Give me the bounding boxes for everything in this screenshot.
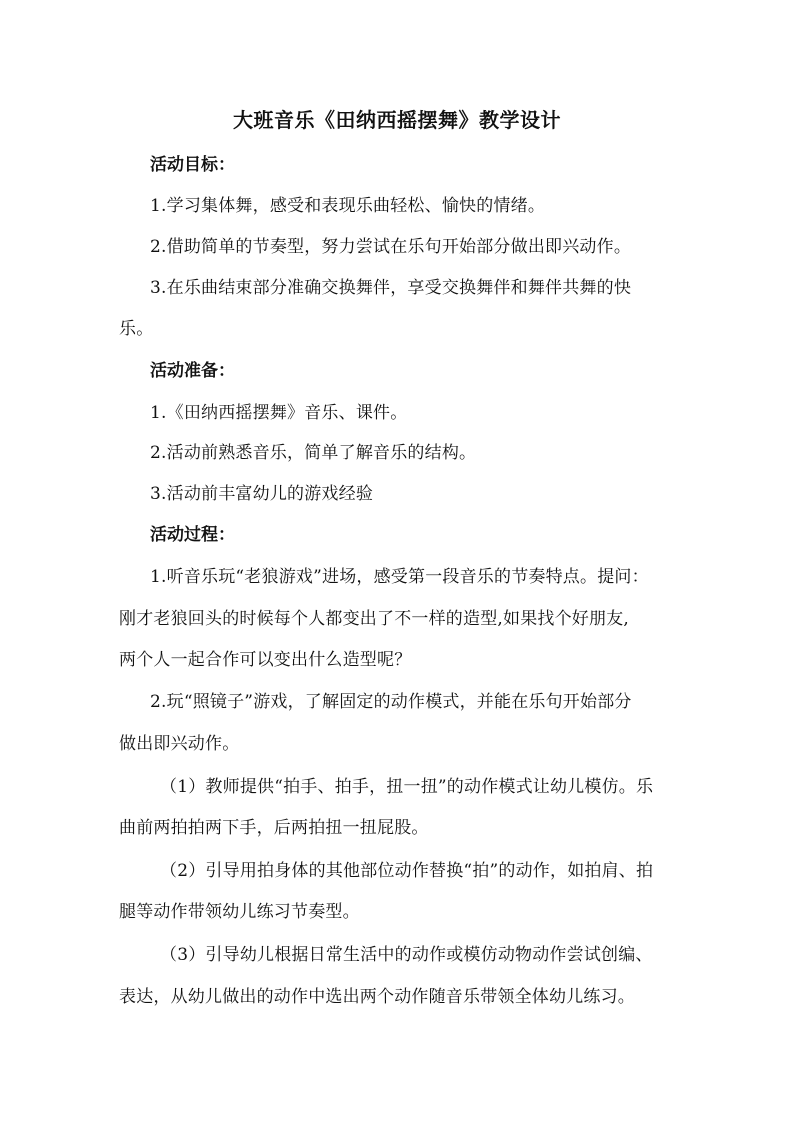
goals-heading: 活动目标： [150, 155, 235, 175]
goal-item-1: 1.学习集体舞，感受和表现乐曲轻松、愉快的情绪。 [150, 196, 546, 216]
goal-item-2: 2.借助简单的节奏型，努力尝试在乐句开始部分做出即兴动作。 [150, 237, 632, 257]
process-line-5: 做出即兴动作。 [119, 734, 240, 754]
process-line-1: 1.听音乐玩“老狼游戏”进场，感受第一段音乐的节奏特点。提问： [150, 567, 649, 587]
process-line-7: 曲前两拍拍两下手，后两拍扭一扭屁股。 [119, 818, 429, 838]
process-line-3: 两个人一起合作可以变出什么造型呢？ [119, 650, 412, 670]
goal-item-3: 3.在乐曲结束部分准确交换舞伴，享受交换舞伴和舞伴共舞的快 [150, 278, 632, 298]
process-line-4: 2.玩“照镜子”游戏，了解固定的动作模式，并能在乐句开始部分 [150, 692, 632, 712]
prep-item-3: 3.活动前丰富幼儿的游戏经验 [150, 484, 374, 504]
process-line-10: （3）引导幼儿根据日常生活中的动作或模仿动物动作尝试创编、 [160, 945, 653, 965]
process-line-2: 刚才老狼回头的时候每个人都变出了不一样的造型,如果找个好朋友, [119, 609, 630, 629]
process-line-8: （2）引导用拍身体的其他部位动作替换“拍”的动作，如拍肩、拍 [160, 861, 654, 881]
prep-heading: 活动准备： [150, 361, 235, 381]
prep-item-2: 2.活动前熟悉音乐，简单了解音乐的结构。 [150, 443, 477, 463]
process-heading: 活动过程： [150, 525, 235, 545]
document-title: 大班音乐《田纳西摇摆舞》教学设计 [233, 108, 561, 132]
prep-item-1: 1.《田纳西摇摆舞》音乐、课件。 [150, 403, 408, 423]
process-line-6: （1）教师提供“拍手、拍手，扭一扭”的动作模式让幼儿模仿。乐 [160, 777, 654, 797]
goal-item-3-continued: 乐。 [119, 319, 154, 339]
process-line-11: 表达，从幼儿做出的动作中选出两个动作随音乐带领全体幼儿练习。 [119, 987, 635, 1007]
process-line-9: 腿等动作带领幼儿练习节奏型。 [119, 902, 360, 922]
